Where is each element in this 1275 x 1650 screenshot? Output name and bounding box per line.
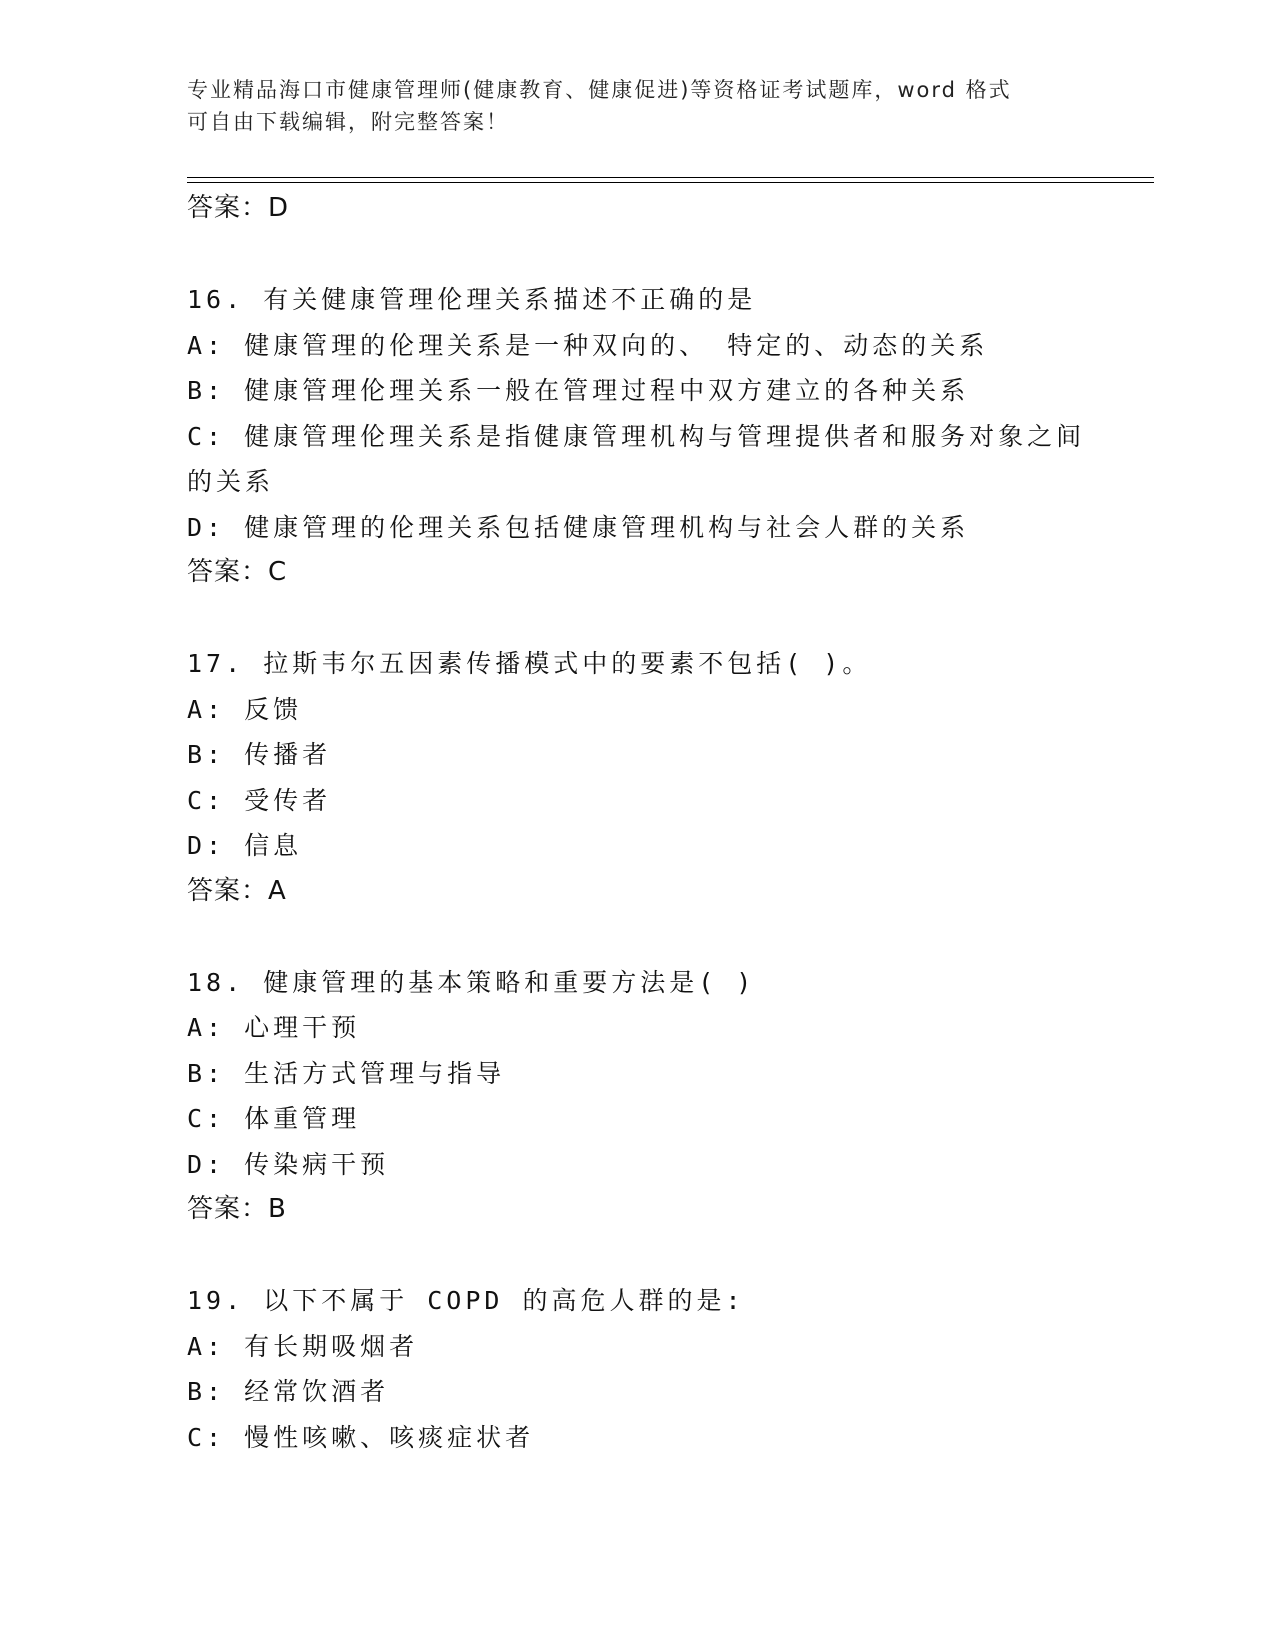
question-stem: 17. 拉斯韦尔五因素传播模式中的要素不包括( )。 — [187, 649, 872, 678]
option-d: D: 健康管理的伦理关系包括健康管理机构与社会人群的关系 — [187, 512, 970, 542]
option-b: B: 传播者 — [187, 740, 332, 769]
header-line-2: 可自由下载编辑，附完整答案！ — [187, 110, 509, 134]
option-a: A: 反馈 — [187, 694, 303, 724]
option-c-continued: 的关系 — [187, 467, 275, 496]
question-stem: 19. 以下不属于 COPD 的高危人群的是: — [187, 1286, 745, 1315]
option-c: C: 受传者 — [187, 785, 332, 815]
option-a: A: 心理干预 — [187, 1013, 361, 1042]
previous-answer: 答案：D — [187, 193, 290, 223]
spacer — [187, 1233, 1087, 1279]
option-c: C: 体重管理 — [187, 1104, 361, 1133]
question-stem: 18. 健康管理的基本策略和重要方法是( ) — [187, 967, 756, 997]
question-body — [187, 186, 1087, 1460]
option-b: B: 生活方式管理与指导 — [187, 1058, 506, 1088]
option-a: A: 健康管理的伦理关系是一种双向的、 特定的、动态的关系 — [187, 330, 989, 360]
spacer — [187, 232, 1087, 278]
answer: 答案：A — [187, 875, 287, 906]
option-b: B: 健康管理伦理关系一般在管理过程中双方建立的各种关系 — [187, 376, 970, 405]
option-d: D: 传染病干预 — [187, 1149, 390, 1179]
answer: 答案：B — [187, 1194, 287, 1224]
option-a: A: 有长期吸烟者 — [187, 1331, 419, 1361]
header-line-1: 专业精品海口市健康管理师(健康教育、健康促进)等资格证考试题库，word 格式 — [187, 78, 1012, 102]
spacer — [187, 914, 1087, 960]
option-d: D: 信息 — [187, 831, 303, 860]
question-stem: 16. 有关健康管理伦理关系描述不正确的是 — [187, 285, 757, 314]
option-b: B: 经常饮酒者 — [187, 1377, 390, 1406]
question-18 — [187, 960, 1087, 1233]
question-16 — [187, 277, 1087, 596]
answer: 答案：C — [187, 557, 288, 587]
option-c: C: 健康管理伦理关系是指健康管理机构与管理提供者和服务对象之间 — [187, 421, 1086, 451]
option-c: C: 慢性咳嗽、咳痰症状者 — [187, 1422, 535, 1452]
header-divider-bottom — [187, 182, 1154, 183]
header-divider-top — [187, 177, 1154, 178]
spacer — [187, 596, 1087, 642]
question-17 — [187, 641, 1087, 914]
page-header — [187, 74, 1087, 138]
question-19 — [187, 1278, 1087, 1460]
